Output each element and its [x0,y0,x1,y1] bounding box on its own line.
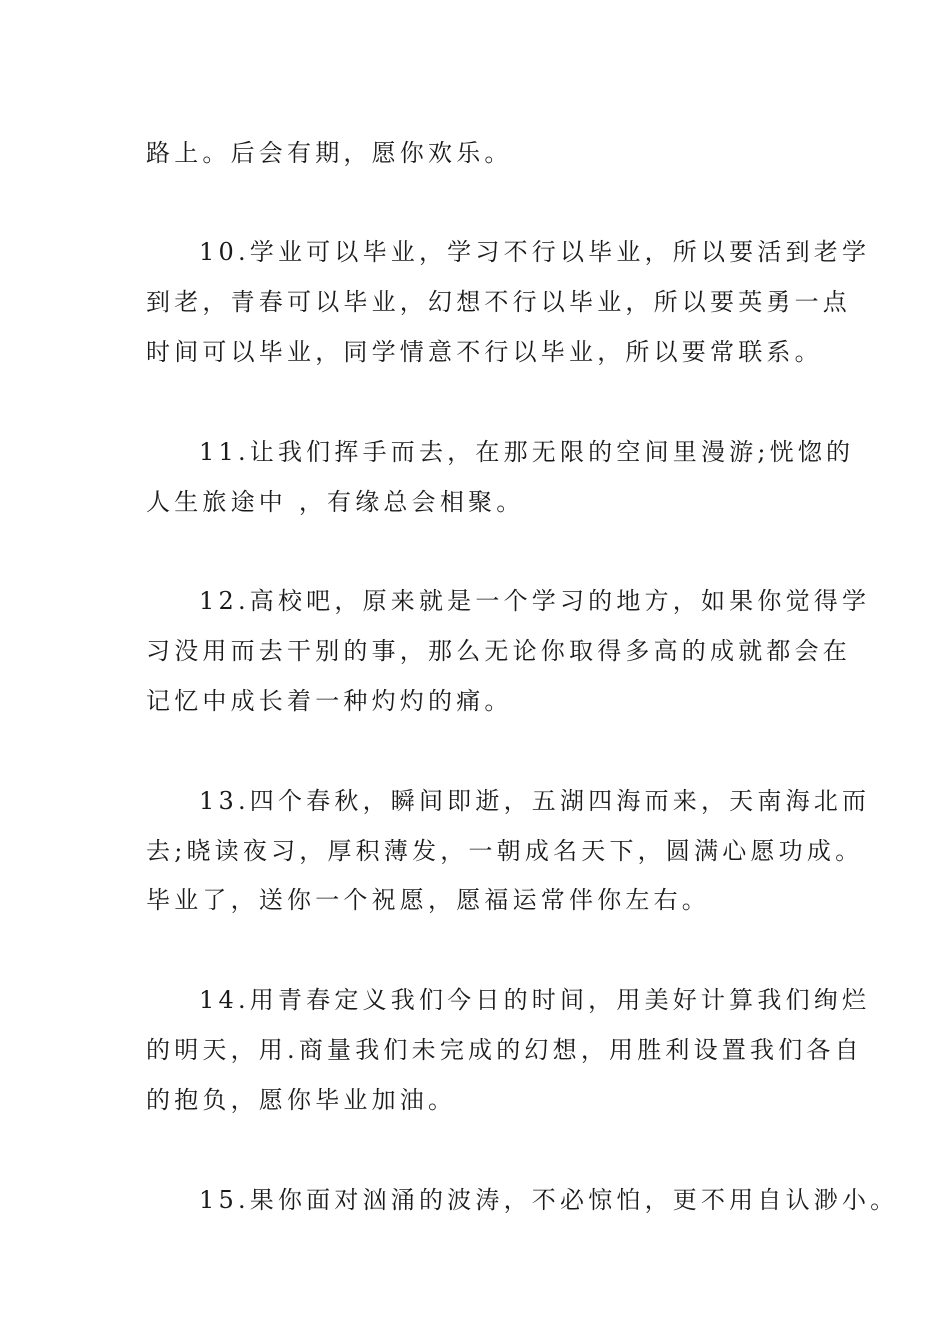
text-line: 记忆中成长着一种灼灼的痛。 [146,687,513,715]
text-line: 14.用青春定义我们今日的时间，用美好计算我们绚烂 [199,986,871,1014]
text-line: 15.果你面对汹涌的波涛，不必惊怕，更不用自认渺小。 [199,1186,899,1214]
text-line: 习没用而去干别的事，那么无论你取得多高的成就都会在 [146,637,851,665]
text-line: 10.学业可以毕业，学习不行以毕业，所以要活到老学 [199,238,871,266]
text-line: 13.四个春秋，瞬间即逝，五湖四海而来，天南海北而 [199,787,871,815]
text-line: 12.高校吧，原来就是一个学习的地方，如果你觉得学 [199,587,871,615]
text-line: 11.让我们挥手而去，在那无限的空间里漫游;恍惚的 [199,438,855,466]
text-line: 去;晓读夜习，厚积薄发，一朝成名天下，圆满心愿功成。 [146,837,864,865]
text-line: 路上。后会有期，愿你欢乐。 [146,139,513,167]
text-line: 时间可以毕业，同学情意不行以毕业，所以要常联系。 [146,338,823,366]
text-line: 人生旅途中 ，有缘总会相聚。 [146,488,525,516]
text-line: 的抱负，愿你毕业加油。 [146,1086,457,1114]
text-line: 的明天，用.商量我们未完成的幻想，用胜利设置我们各自 [146,1036,863,1064]
text-line: 毕业了，送你一个祝愿，愿福运常伴你左右。 [146,886,710,914]
text-line: 到老，青春可以毕业，幻想不行以毕业，所以要英勇一点 [146,288,851,316]
